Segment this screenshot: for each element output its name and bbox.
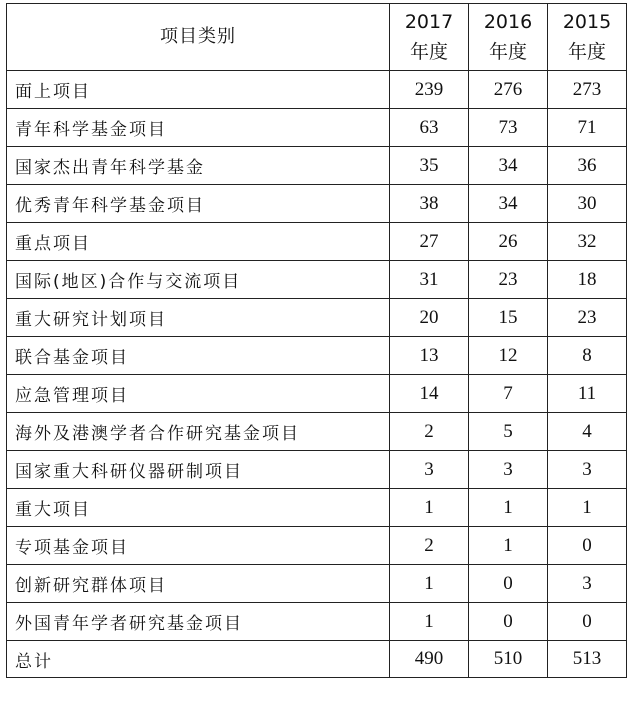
year-label: 2016 — [483, 11, 533, 33]
total-2015: 513 — [548, 641, 627, 678]
year-suffix: 年度 — [488, 41, 527, 63]
cell-2016: 26 — [469, 223, 548, 261]
table-row — [7, 147, 627, 185]
table-row — [7, 565, 627, 603]
cell-2015: 273 — [548, 71, 627, 109]
row-category: 国际(地区)合作与交流项目 — [7, 261, 390, 299]
total-label: 总计 — [7, 641, 390, 678]
cell-2016: 5 — [469, 413, 548, 451]
cell-2016: 7 — [469, 375, 548, 413]
cell-2017: 1 — [390, 565, 469, 603]
cell-2015: 71 — [548, 109, 627, 147]
row-category: 优秀青年科学基金项目 — [7, 185, 390, 223]
table-row — [7, 71, 627, 109]
funding-table-container — [6, 3, 630, 695]
total-2017: 490 — [390, 641, 469, 678]
row-category: 专项基金项目 — [7, 527, 390, 565]
cell-2016: 23 — [469, 261, 548, 299]
total-row — [7, 641, 627, 678]
cell-2015: 8 — [548, 337, 627, 375]
table-row — [7, 603, 627, 641]
cell-2017: 13 — [390, 337, 469, 375]
table-row — [7, 451, 627, 489]
cell-2015: 0 — [548, 603, 627, 641]
year-suffix: 年度 — [409, 41, 448, 63]
cell-2016: 0 — [469, 603, 548, 641]
row-category: 重大项目 — [7, 489, 390, 527]
cell-2015: 32 — [548, 223, 627, 261]
row-category: 重点项目 — [7, 223, 390, 261]
cell-2017: 31 — [390, 261, 469, 299]
cell-2017: 63 — [390, 109, 469, 147]
cell-2017: 2 — [390, 413, 469, 451]
cell-2016: 34 — [469, 147, 548, 185]
cell-2017: 20 — [390, 299, 469, 337]
cell-2017: 239 — [390, 71, 469, 109]
cell-2016: 15 — [469, 299, 548, 337]
cell-2016: 12 — [469, 337, 548, 375]
cell-2016: 0 — [469, 565, 548, 603]
table-row — [7, 337, 627, 375]
row-category: 青年科学基金项目 — [7, 109, 390, 147]
table-body — [7, 71, 627, 678]
year-column-header-2016 — [469, 4, 548, 71]
cell-2017: 2 — [390, 527, 469, 565]
table-header — [7, 4, 627, 71]
row-category: 海外及港澳学者合作研究基金项目 — [7, 413, 390, 451]
cell-2016: 73 — [469, 109, 548, 147]
year-column-header-2015 — [548, 4, 627, 71]
year-label: 2015 — [562, 11, 612, 33]
row-category: 国家重大科研仪器研制项目 — [7, 451, 390, 489]
cell-2017: 27 — [390, 223, 469, 261]
row-category: 国家杰出青年科学基金 — [7, 147, 390, 185]
category-column-header: 项目类别 — [7, 4, 390, 71]
table-row — [7, 261, 627, 299]
row-category: 重大研究计划项目 — [7, 299, 390, 337]
cell-2015: 3 — [548, 451, 627, 489]
cell-2017: 14 — [390, 375, 469, 413]
cell-2017: 1 — [390, 603, 469, 641]
table-row — [7, 527, 627, 565]
cell-2016: 1 — [469, 489, 548, 527]
cell-2015: 23 — [548, 299, 627, 337]
year-column-header-2017 — [390, 4, 469, 71]
cell-2017: 3 — [390, 451, 469, 489]
row-category: 应急管理项目 — [7, 375, 390, 413]
cell-2015: 18 — [548, 261, 627, 299]
table-row — [7, 489, 627, 527]
cell-2015: 30 — [548, 185, 627, 223]
table-row — [7, 223, 627, 261]
year-label: 2017 — [404, 11, 454, 33]
row-category: 创新研究群体项目 — [7, 565, 390, 603]
header-row — [7, 4, 627, 71]
table-row — [7, 299, 627, 337]
row-category: 面上项目 — [7, 71, 390, 109]
cell-2015: 4 — [548, 413, 627, 451]
row-category: 外国青年学者研究基金项目 — [7, 603, 390, 641]
cell-2016: 3 — [469, 451, 548, 489]
table-row — [7, 185, 627, 223]
cell-2016: 34 — [469, 185, 548, 223]
cell-2015: 11 — [548, 375, 627, 413]
cell-2015: 36 — [548, 147, 627, 185]
table-row — [7, 375, 627, 413]
row-category: 联合基金项目 — [7, 337, 390, 375]
cell-2015: 3 — [548, 565, 627, 603]
table-row — [7, 109, 627, 147]
total-2016: 510 — [469, 641, 548, 678]
cell-2017: 1 — [390, 489, 469, 527]
table-row — [7, 413, 627, 451]
cell-2015: 0 — [548, 527, 627, 565]
year-suffix: 年度 — [567, 41, 606, 63]
cell-2015: 1 — [548, 489, 627, 527]
cell-2016: 276 — [469, 71, 548, 109]
project-category-table — [6, 3, 627, 678]
cell-2017: 35 — [390, 147, 469, 185]
cell-2016: 1 — [469, 527, 548, 565]
cell-2017: 38 — [390, 185, 469, 223]
